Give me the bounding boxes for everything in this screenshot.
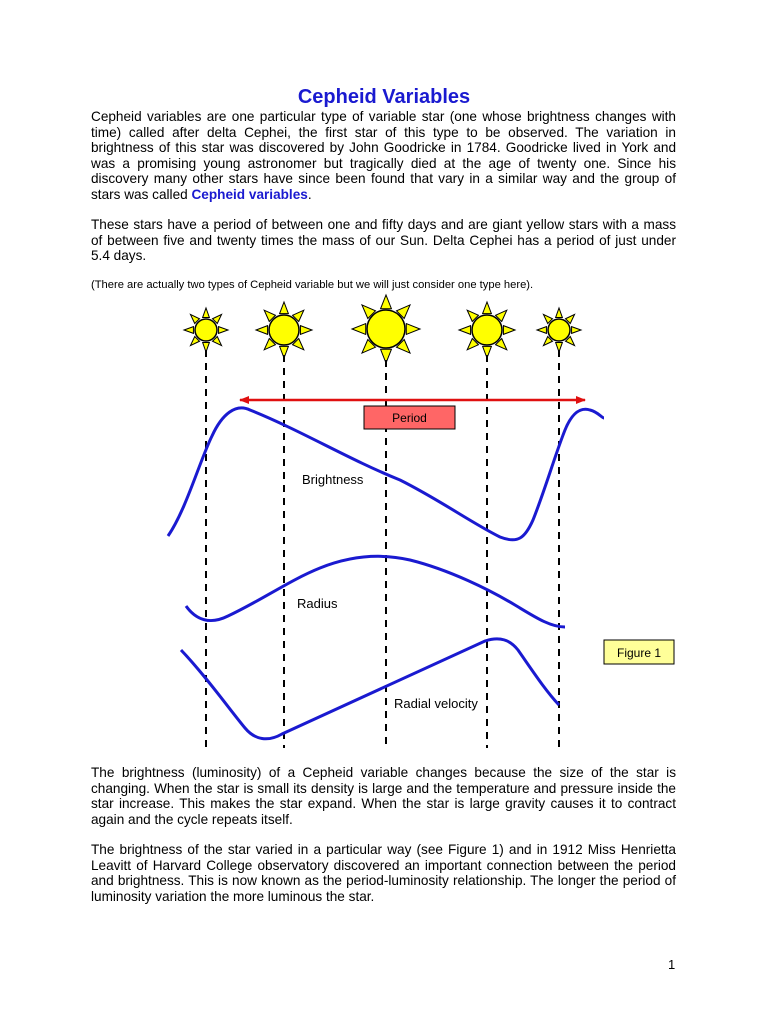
- sun-disc: [367, 310, 405, 348]
- period-label: Period: [392, 411, 427, 425]
- sun-disc: [269, 315, 299, 345]
- period-mass-paragraph: These stars have a period of between one and fifty days and are giant yellow stars with a mass of between five and twenty times the mass of our Sun. Delta Cephei has a period of just under 5.4 days.: [91, 217, 676, 264]
- sun-ray: [203, 308, 210, 317]
- sun-ray: [219, 327, 228, 334]
- leavitt-paragraph: The brightness of the star varied in a particular way (see Figure 1) and in 1912 Miss Henrietta Leavitt of Harvard College observatory discovered an important connection between the period and brightness. This is now known as the period-luminosity relationship. The longer the period of luminosity variation the more luminous the star.: [91, 842, 676, 904]
- sun-ray: [256, 326, 268, 335]
- sun-disc: [548, 319, 570, 341]
- intro-end: .: [307, 186, 312, 202]
- sun-icon-small-2: [537, 308, 581, 352]
- sun-icon-large: [352, 295, 420, 363]
- sun-ray: [556, 308, 563, 317]
- sun-ray: [352, 324, 366, 335]
- brightness-paragraph: The brightness (luminosity) of a Cepheid variable changes because the size of the star is changing. When the star is small its density is large and the temperature and pressure inside the star increase. This makes the star expand. When the star is large gravity causes it to contract again and the cycle repeats itself.: [91, 765, 676, 827]
- page-title: Cepheid Variables: [297, 86, 471, 108]
- sun-disc: [195, 319, 217, 341]
- sun-disc: [472, 315, 502, 345]
- sun-ray: [184, 327, 193, 334]
- radial-velocity-label: Radial velocity: [394, 696, 478, 711]
- radial-velocity-curve: [181, 639, 559, 739]
- sun-ray: [459, 326, 471, 335]
- types-note: (There are actually two types of Cepheid variable but we will just consider one type here).: [91, 279, 534, 291]
- sun-icon-medium-1: [256, 302, 312, 358]
- page-number: 1: [668, 957, 676, 972]
- figure-label: Figure 1: [616, 646, 662, 660]
- brightness-label: Brightness: [302, 472, 364, 487]
- sun-ray: [572, 327, 581, 334]
- cepheid-variables-highlight: Cepheid variables: [191, 186, 308, 202]
- radius-curve: [186, 556, 565, 627]
- sun-ray: [503, 326, 515, 335]
- sun-ray: [280, 302, 289, 314]
- sun-ray: [406, 324, 420, 335]
- sun-ray: [300, 326, 312, 335]
- sun-ray: [381, 295, 392, 309]
- radius-label: Radius: [297, 596, 338, 611]
- sun-icon-medium-2: [459, 302, 515, 358]
- sun-ray: [537, 327, 546, 334]
- sun-ray: [483, 302, 492, 314]
- sun-icon-small-1: [184, 308, 228, 352]
- intro-text: Cepheid variables are one particular type of variable star (one whose brightness changes with time) called after delta Cephei, the first star of this type to be observed. The variation in brightness of this star was discovered by John Goodricke in 1784. Goodricke lived in York and was a promising young astronomer but tragically died at the age of twenty one. Since his discovery many other stars have since been found that vary in a similar way and the group of stars was called: [91, 109, 676, 202]
